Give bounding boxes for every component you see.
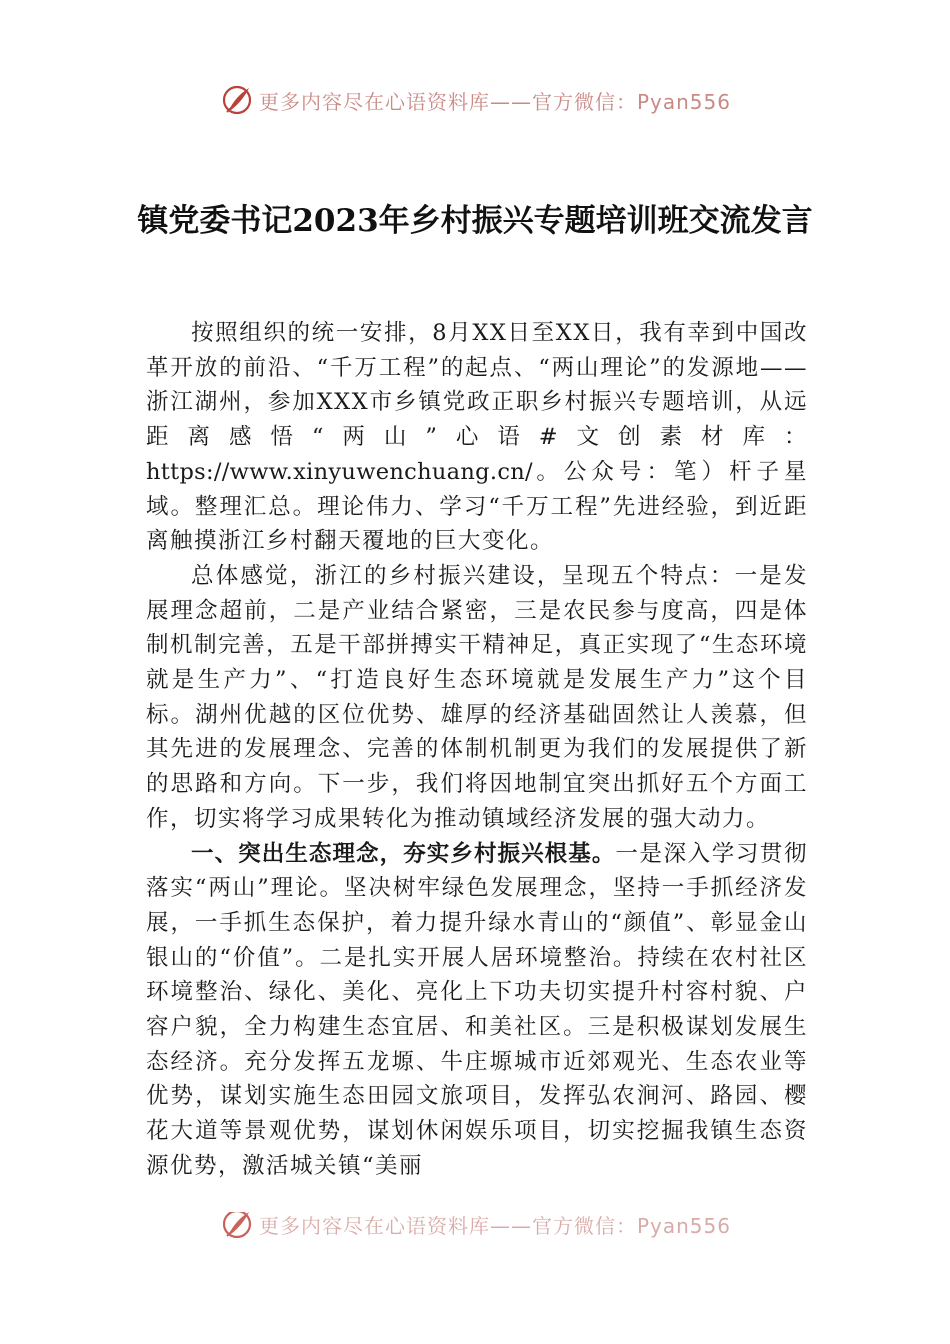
paragraph-3-text: 一是深入学习贯彻落实“两山”理论。坚决树牢绿色发展理念，坚持一手抓经济发展，一手抓生态保护，着力提升绿水青山的“颜值”、彰显金山银山的“价值”。二是扎实开展人居环境整治。持续在农村社区环境整治、绿化、美化、亮化上下功夫切实提升村容村貌、户容户貌，全力构建生态宜居、和美社区。三是积极谋划发展生态经济。充分发挥五龙塬、牛庄塬城市近郊观光、生态农业等优势，谋划实施生态田园文旅项目，发挥弘农涧河、路园、樱花大道等景观优势，谋划休闲娱乐项目，切实挖掘我镇生态资源优势，激活城关镇“美丽 — [146, 840, 808, 1179]
watermark-text: 更多内容尽在心语资料库——官方微信：Pyan556 — [258, 1213, 731, 1238]
paragraph-1-text: 按照组织的统一安排，8月XX日至XX日，我有幸到中国改革开放的前沿、“千万工程”的起点、“两山理论”的发源地——浙江湖州，参加XXX市乡镇党政正职乡村振兴专题培训，从远距离感悟“两山”心语#文创素材库： — [146, 320, 808, 451]
footer-watermark — [0, 1212, 950, 1246]
document-title: 镇党委书记2023年乡村振兴专题培训班交流发言 — [137, 202, 813, 239]
quill-logo-icon — [219, 82, 255, 118]
section-heading-1: 一、突出生态理念，夯实乡村振兴根基。 — [191, 840, 616, 867]
paragraph-2: 总体感觉，浙江的乡村振兴建设，呈现五个特点：一是发展理念超前，二是产业结合紧密，三是农民参与度高，四是体制机制完善，五是干部拼搏实干精神足，真正实现了“生态环境就是生产力”、“打造良好生态环境就是发展生产力”这个目标。湖州优越的区位优势、雄厚的经济基础固然让人羡慕，但其先进的发展理念、完善的体制机制更为我们的发展提供了新的思路和方向。下一步，我们将因地制宜突出抓好五个方面工作，切实将学习成果转化为推动镇域经济发展的强大动力。 — [146, 562, 808, 832]
paragraph-1-text-cont: 。公众号：笔）杆子星域。整理汇总。理论伟力、学习“千万工程”先进经验，到近距离触摸浙江乡村翻天覆地的巨大变化。 — [146, 458, 808, 555]
quill-logo-icon — [219, 1212, 255, 1242]
document-body — [146, 316, 808, 1184]
paragraph-3 — [146, 837, 808, 1184]
paragraph-1-url: https://www.xinyuwenchuang.cn/ — [146, 458, 533, 485]
header-watermark — [0, 82, 950, 126]
paragraph-1 — [146, 316, 808, 559]
watermark-text: 更多内容尽在心语资料库——官方微信：Pyan556 — [258, 89, 731, 114]
